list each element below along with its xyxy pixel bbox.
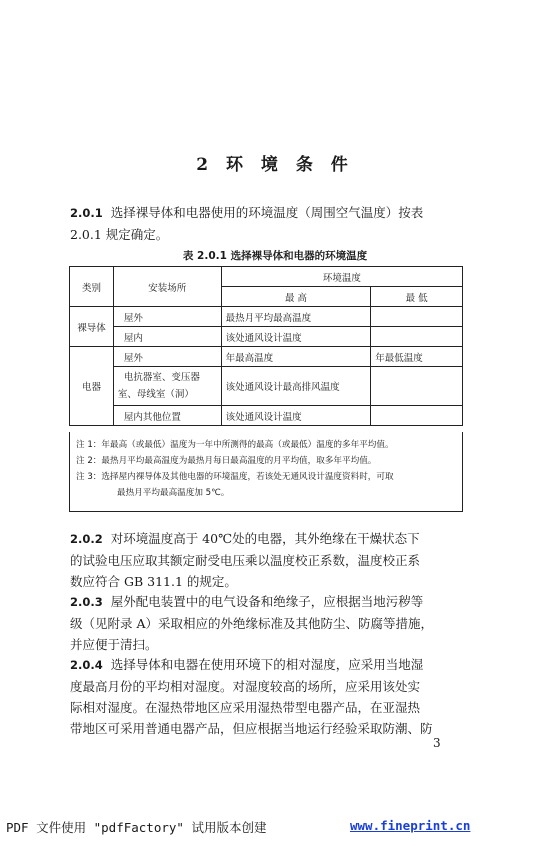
environment-temperature-table bbox=[69, 266, 463, 426]
clause-number: 2.0.3 bbox=[70, 595, 103, 609]
paragraph-2-0-1 bbox=[70, 202, 480, 245]
header-min: 最 低 bbox=[371, 287, 463, 307]
paragraph-text: 的试验电压应取其额定耐受电压乘以温度校正系数，温度校正系 bbox=[70, 553, 421, 568]
chapter-title: 2 环 境 条 件 bbox=[196, 155, 354, 175]
header-category: 类别 bbox=[70, 267, 114, 307]
paragraph-2-0-4 bbox=[70, 654, 480, 739]
category-cell: 电器 bbox=[70, 347, 114, 426]
table-row bbox=[70, 327, 463, 347]
category-cell: 裸导体 bbox=[70, 307, 114, 347]
note-line: 最热月平均最高温度加 5℃。 bbox=[117, 488, 230, 498]
paragraph-text: 屋外配电装置中的电气设备和绝缘子，应根据当地污秽等 bbox=[110, 594, 424, 609]
location-cell: 屋外 bbox=[113, 307, 221, 327]
min-cell bbox=[371, 327, 463, 347]
header-location: 安装场所 bbox=[113, 267, 221, 307]
location-cell: 屋内 bbox=[113, 327, 221, 347]
header-env-temp: 环境温度 bbox=[221, 267, 462, 287]
paragraph-text: 级（见附录 A）采取相应的外绝缘标准及其他防尘、防腐等措施， bbox=[70, 616, 434, 631]
note-line: 注 1：年最高（或最低）温度为一年中所测得的最高（或最低）温度的多年平均值。 bbox=[76, 440, 394, 450]
max-cell: 该处通风设计最高排风温度 bbox=[221, 367, 371, 406]
paragraph-text: 带地区可采用普通电器产品，但应根据当地运行经验采取防潮、防 bbox=[70, 721, 433, 736]
clause-number: 2.0.2 bbox=[70, 532, 103, 546]
paragraph-text: 选择裸导体和电器使用的环境温度（周围空气温度）按表 bbox=[110, 205, 424, 220]
max-cell: 该处通风设计温度 bbox=[221, 406, 371, 426]
min-cell bbox=[371, 307, 463, 327]
location-cell bbox=[113, 367, 221, 406]
note-line: 注 3：选择屋内裸导体及其他电器的环境温度，若该处无通风设计温度资料时，可取 bbox=[76, 472, 394, 482]
location-line: 室、母线室（洞） bbox=[117, 389, 194, 400]
header-max: 最 高 bbox=[221, 287, 371, 307]
location-line: 电抗器室、变压器 bbox=[123, 372, 200, 383]
paragraph-text: 对环境温度高于 40℃处的电器，其外绝缘在干燥状态下 bbox=[110, 531, 420, 546]
note-line: 注 2：最热月平均最高温度为最热月每日最高温度的月平均值，取多年平均值。 bbox=[76, 456, 377, 466]
clause-number: 2.0.1 bbox=[70, 206, 103, 220]
min-cell: 年最低温度 bbox=[371, 347, 463, 367]
max-cell: 年最高温度 bbox=[221, 347, 371, 367]
min-cell bbox=[371, 406, 463, 426]
location-cell: 屋外 bbox=[113, 347, 221, 367]
clause-number: 2.0.4 bbox=[70, 658, 103, 672]
paragraph-text: 际相对湿度。在湿热带地区应采用湿热带型电器产品，在亚湿热 bbox=[70, 700, 421, 715]
fineprint-link[interactable]: www.fineprint.cn bbox=[350, 818, 471, 833]
table-caption: 表 2.0.1 选择裸导体和电器的环境温度 bbox=[182, 250, 368, 262]
paragraph-text: 2.0.1 规定确定。 bbox=[70, 227, 169, 242]
min-cell bbox=[371, 367, 463, 406]
paragraph-text: 并应便于清扫。 bbox=[70, 637, 158, 652]
location-cell: 屋内其他位置 bbox=[113, 406, 221, 426]
paragraph-text: 选择导体和电器在使用环境下的相对湿度，应采用当地湿 bbox=[110, 657, 424, 672]
paragraph-text: 数应符合 GB 311.1 的规定。 bbox=[70, 574, 237, 589]
table-row bbox=[70, 347, 463, 367]
paragraph-text: 度最高月份的平均相对湿度。对湿度较高的场所，应采用该处实 bbox=[70, 679, 421, 694]
max-cell: 最热月平均最高温度 bbox=[221, 307, 371, 327]
table-notes bbox=[69, 432, 463, 512]
paragraph-2-0-2 bbox=[70, 528, 480, 592]
page-number: 3 bbox=[433, 736, 441, 750]
paragraph-2-0-3 bbox=[70, 591, 480, 655]
table-row bbox=[70, 307, 463, 327]
footer-text: PDF 文件使用 "pdfFactory" 试用版本创建 bbox=[6, 820, 267, 835]
table-row bbox=[70, 406, 463, 426]
table-row bbox=[70, 367, 463, 406]
max-cell: 该处通风设计温度 bbox=[221, 327, 371, 347]
